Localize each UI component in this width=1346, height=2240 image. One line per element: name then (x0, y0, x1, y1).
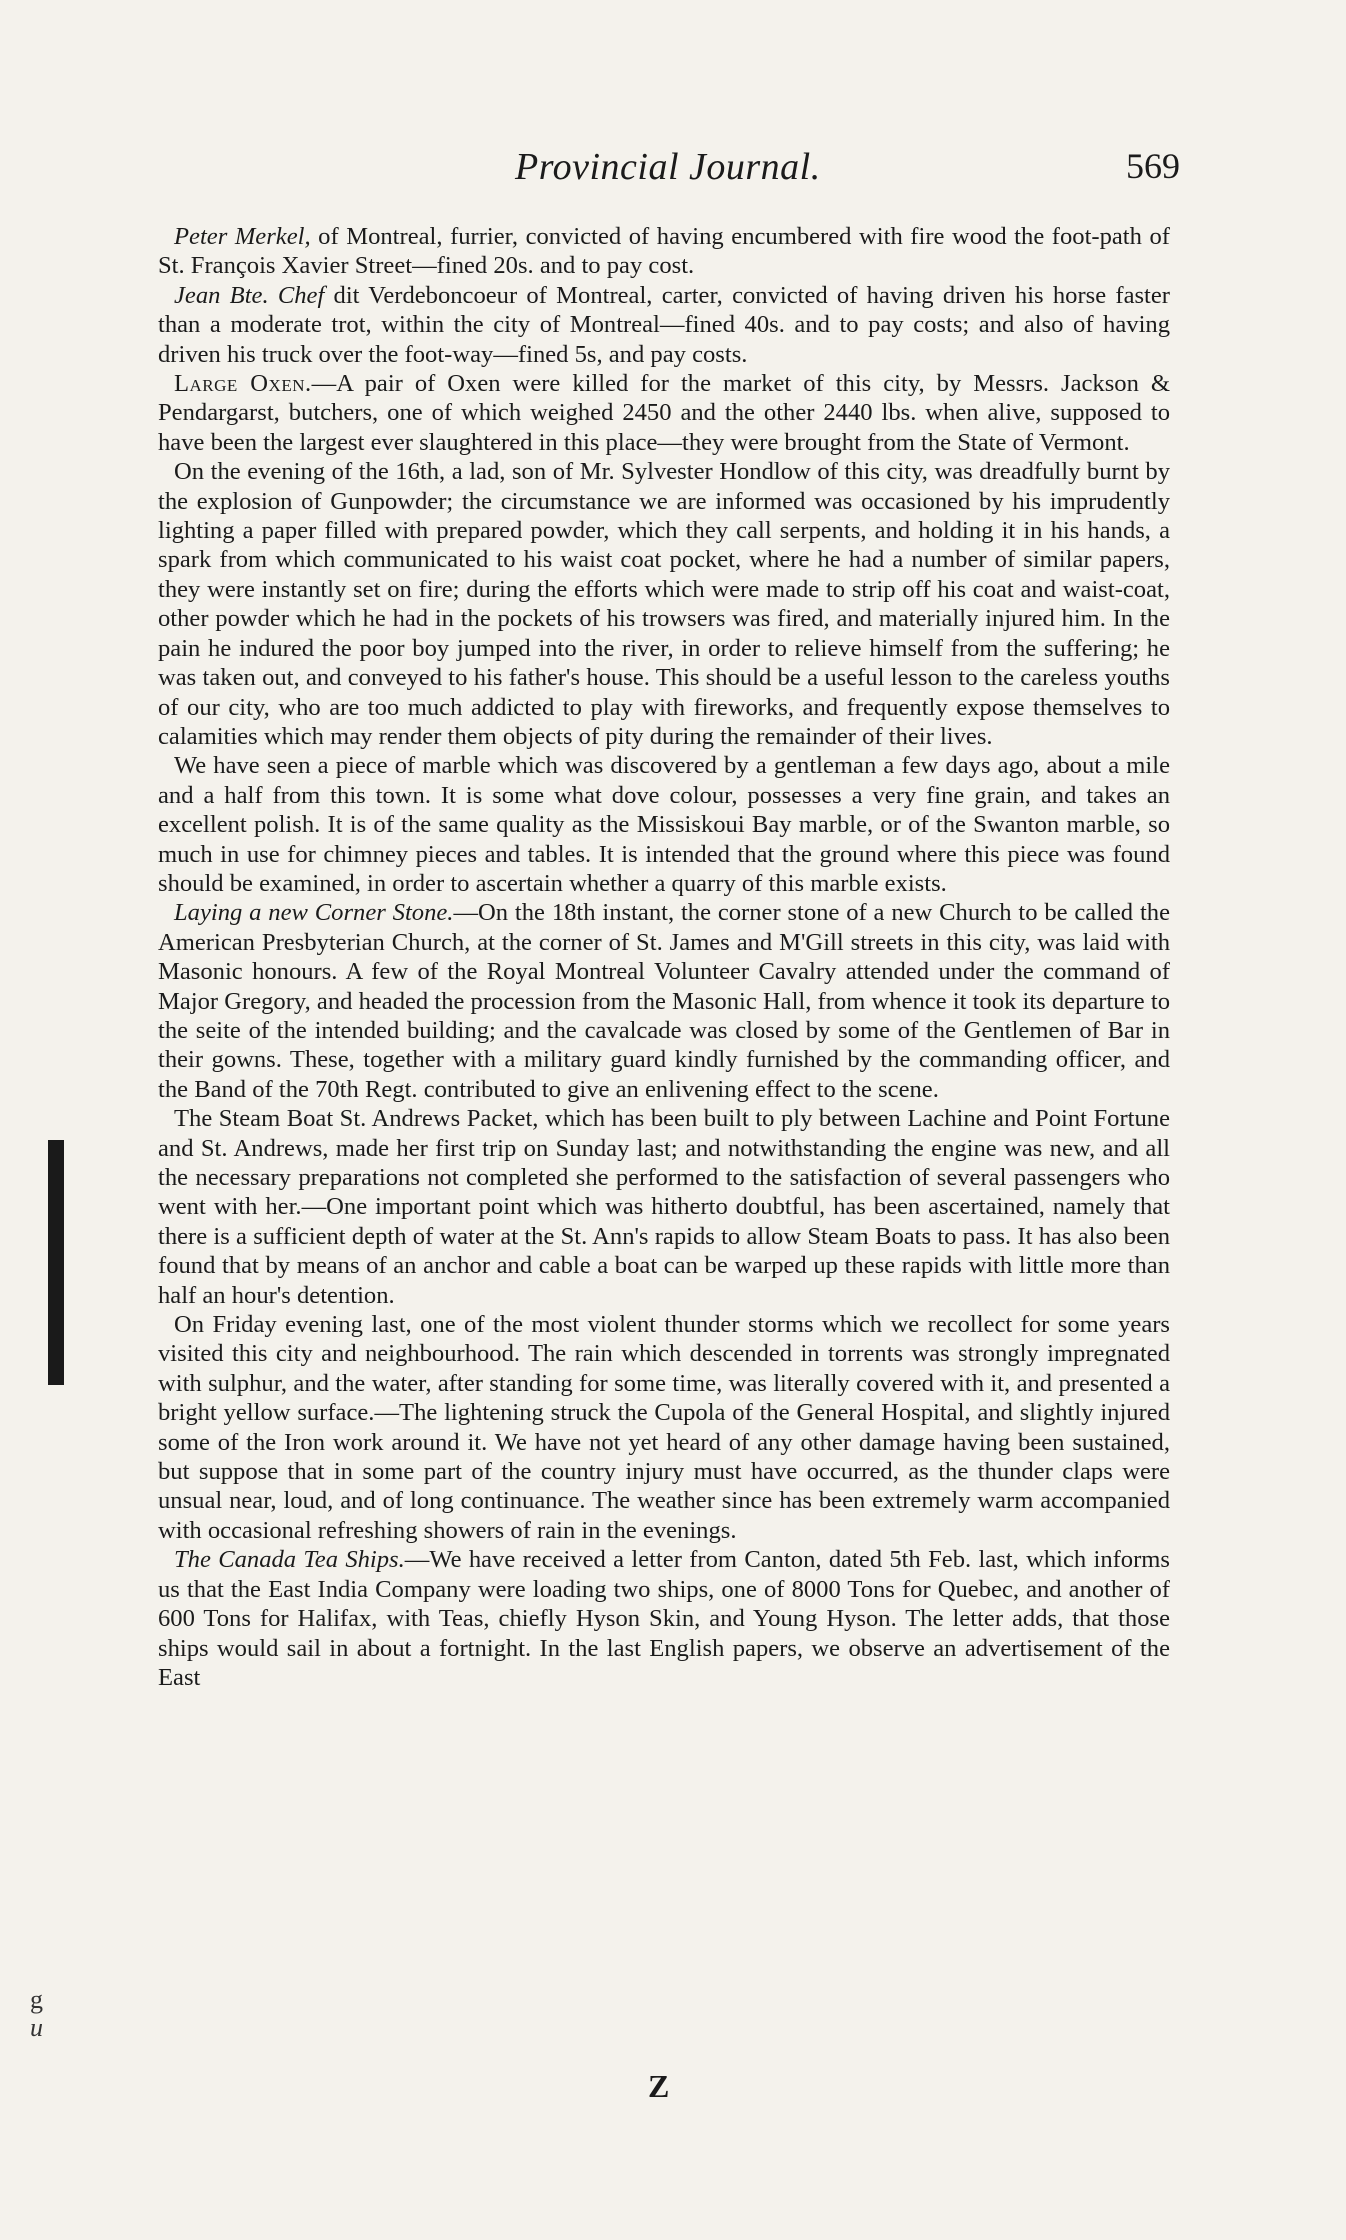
paragraph-large-oxen (158, 369, 1170, 457)
paragraph-body: We have seen a piece of marble which was discovered by a gentleman a few days ago, about a mile and a half from this town. It is some what dove colour, possesses a very fine grain, and takes an excellent polish. It is of the same quality as the Missiskoui Bay marble, or of the Swanton marble, so much in use for chimney pieces and tables. It is intended that the ground where this piece was found should be examined, in order to ascertain whether a quarry of this marble exists. (158, 752, 1170, 897)
signature-mark: Z (648, 2068, 670, 2104)
paragraph-body: —On the 18th instant, the corner stone of a new Church to be called the American Presbyterian Church, at the corner of St. James and M'Gill streets in this city, was laid with Masonic honours. A few of the Royal Montreal Volunteer Cavalry attended under the command of Major Gregory, and headed the procession from the Masonic Hall, from whence it took its departure to the seite of the intended building; and the cavalcade was closed by some of the Gentlemen of Bar in their gowns. These, together with a military guard kindly furnished by the commanding officer, and the Band of the 70th Regt. contributed to give an enlivening effect to the scene. (158, 899, 1170, 1103)
paragraph-chef (158, 281, 1170, 369)
paragraph-lead: Laying a new Corner Stone. (174, 899, 454, 927)
paragraph-steam-boat (158, 1104, 1170, 1310)
paragraph-lead: The Canada Tea Ships. (174, 1546, 405, 1574)
paragraph-lead: Peter Merkel, (174, 223, 311, 250)
paragraph-gunpowder (158, 457, 1170, 751)
margin-mark-u: u (30, 2013, 43, 2042)
paragraph-lead: Jean Bte. Chef (174, 281, 325, 309)
paragraph-body: On Friday evening last, one of the most violent thunder storms which we recollect for some years visited this city and neighbourhood. The rain which descended in torrents was strongly impregnated with sulphur, and the water, after standing for some time, was literally covered with it, and presented a bright yellow surface.—The lightening struck the Cupola of the General Hospital, and slightly injured some of the Iron work around it. We have not yet heard of any other damage having been sustained, but suppose that in some part of the country injury must have occurred, as the thunder claps were unsual near, loud, and of long continuance. The weather since has been extremely warm accompanied with occasional refreshing showers of rain in the evenings. (158, 1311, 1170, 1544)
paragraph-corner-stone (158, 898, 1170, 1104)
paragraph-body: of Montreal, furrier, convicted of having encumbered with fire wood the foot-path of St. François Xavier Street—fined 20s. and to pay cost. (158, 223, 1170, 280)
paragraph-lead: Large Oxen. (174, 370, 312, 398)
paragraph-body: —We have received a letter from Canton, dated 5th Feb. last, which informs us that the East India Company were loading two ships, one of 8000 Tons for Quebec, and another of 600 Tons for Halifax, with Teas, chiefly Hyson Skin, and Young Hyson. The letter adds, that those ships would sail in about a fortnight. In the last English papers, we observe an advertisement of the East (158, 1546, 1170, 1691)
article-text (158, 222, 1170, 1692)
margin-ink-bar (48, 1140, 64, 1385)
paragraph-thunder-storm (158, 1310, 1170, 1545)
paragraph-marble (158, 751, 1170, 898)
paragraph-body: —A pair of Oxen were killed for the market of this city, by Messrs. Jackson & Pendargarst, butchers, one of which weighed 2450 and the other 2440 lbs. when alive, supposed to have been the largest ever slaughtered in this place—they were brought from the State of Vermont. (158, 370, 1171, 456)
page-number: 569 (1126, 146, 1180, 186)
paragraph-body: The Steam Boat St. Andrews Packet, which has been built to ply between Lachine and Point Fortune and St. Andrews, made her first trip on Sunday last; and notwithstanding the engine was new, and all the necessary preparations not completed she performed to the satisfaction of several passengers who went with her.—One important point which was hitherto doubtful, has been ascertained, namely that there is a sufficient depth of water at the St. Ann's rapids to allow Steam Boats to pass. It has also been found that by means of an anchor and cable a boat can be warped up these rapids with little more than half an hour's detention. (158, 1105, 1170, 1309)
running-title: Provincial Journal. (515, 146, 821, 188)
paragraph-tea-ships (158, 1545, 1170, 1692)
paragraph-body: On the evening of the 16th, a lad, son of Mr. Sylvester Hondlow of this city, was dreadfully burnt by the explosion of Gunpowder; the circumstance we are informed was occasioned by his imprudently lighting a paper filled with prepared powder, which they call serpents, and holding it in his hands, a spark from which communicated to his waist coat pocket, where he had a number of similar papers, they were instantly set on fire; during the efforts which were made to strip off his coat and waist-coat, other powder which he had in the pockets of his trowsers was fired, and materially injured him. In the pain he indured the poor boy jumped into the river, in order to relieve himself from the suffering; he was taken out, and conveyed to his father's house. This should be a useful lesson to the careless youths of our city, who are too much addicted to play with fireworks, and frequently expose themselves to calamities which may render them objects of pity during the remainder of their lives. (158, 458, 1170, 750)
page-header (160, 145, 1180, 205)
paragraph-body: dit Verdeboncoeur of Montreal, carter, convicted of having driven his horse faster than a moderate trot, within the city of Montreal—fined 40s. and to pay costs; and also of having driven his truck over the foot-way—fined 5s, and pay costs. (158, 281, 1170, 368)
margin-mark-g: g (30, 1985, 43, 2014)
paragraph-merkel (158, 222, 1170, 281)
